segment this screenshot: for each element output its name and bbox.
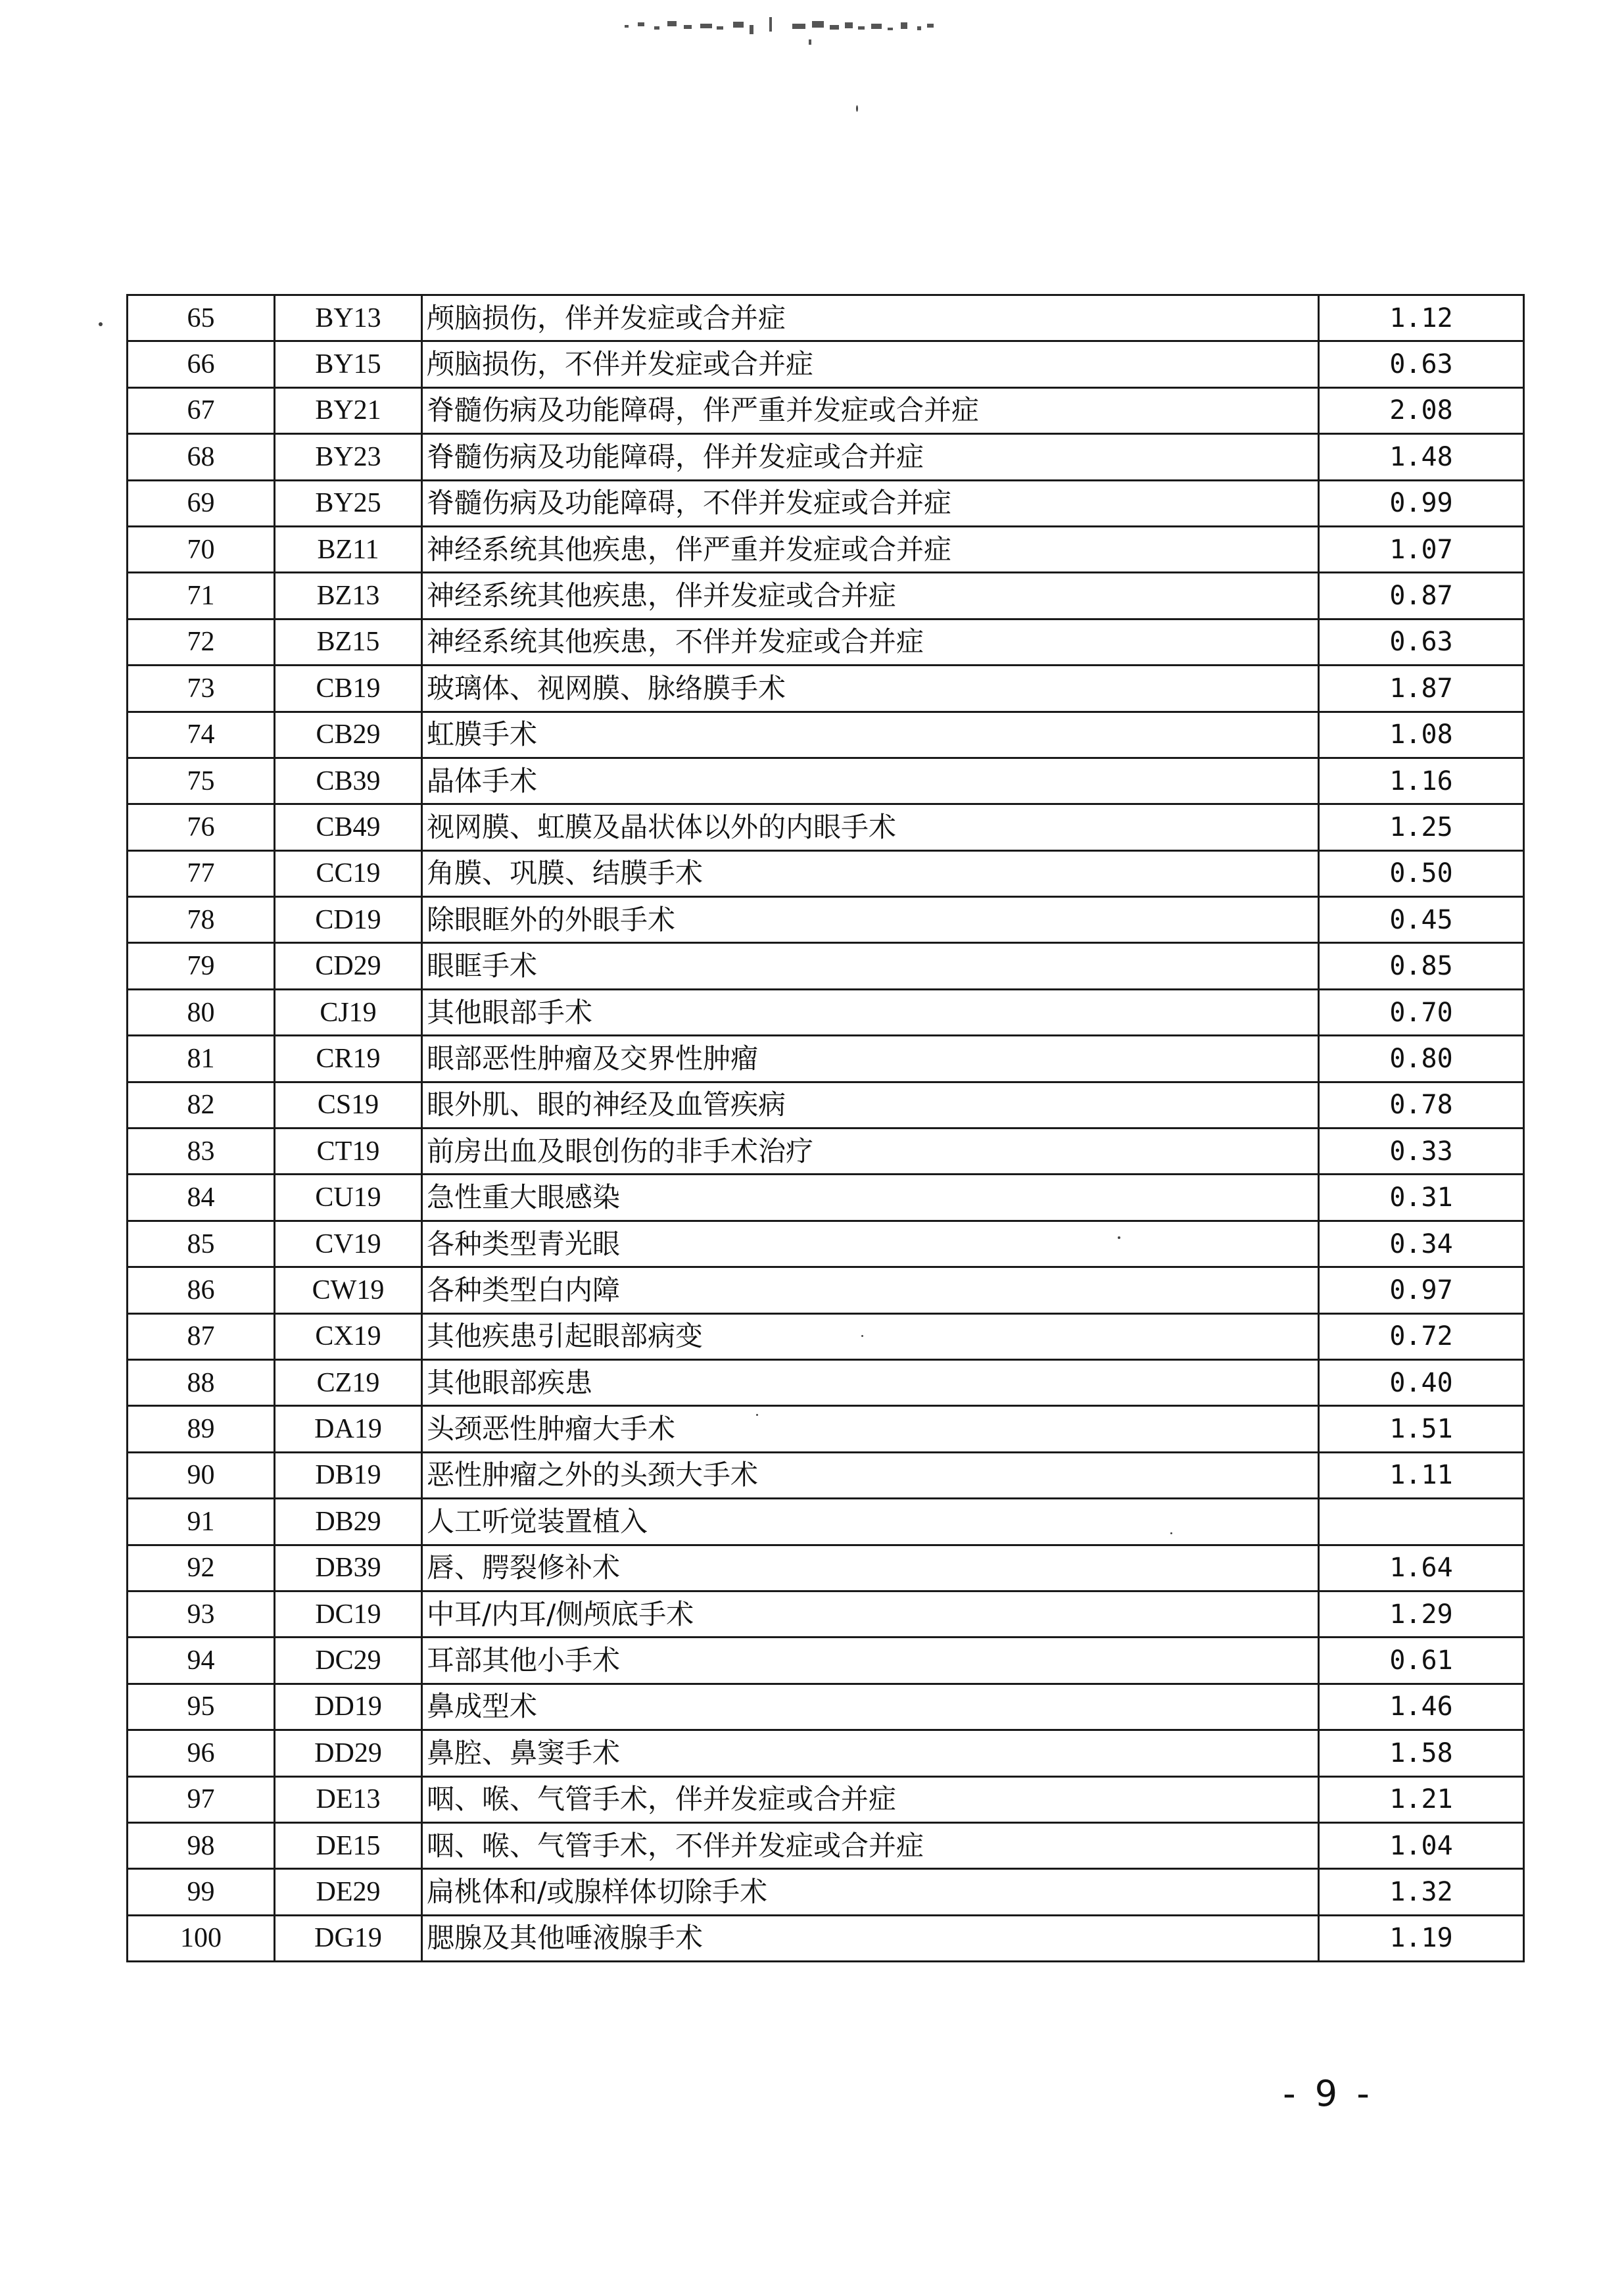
row-number-cell: 93: [128, 1591, 275, 1637]
weight-cell: 0.33: [1319, 1129, 1524, 1175]
drg-code-cell: CJ19: [275, 989, 422, 1035]
table-row: [128, 1730, 1524, 1776]
row-number-cell: 76: [128, 804, 275, 850]
weight-cell: 1.64: [1319, 1545, 1524, 1591]
scan-speck: [99, 322, 103, 326]
drg-name-cell: 眼外肌、眼的神经及血管疾病: [422, 1082, 1319, 1128]
drg-code-cell: DE15: [275, 1822, 422, 1868]
drg-code-cell: CD29: [275, 943, 422, 989]
weight-cell: 0.61: [1319, 1638, 1524, 1684]
row-number-cell: 81: [128, 1036, 275, 1082]
drg-name-cell: 脊髓伤病及功能障碍，伴严重并发症或合并症: [422, 387, 1319, 433]
row-number-cell: 96: [128, 1730, 275, 1776]
drg-code-cell: BZ13: [275, 573, 422, 619]
row-number-cell: 85: [128, 1221, 275, 1267]
drg-code-cell: DA19: [275, 1406, 422, 1452]
drg-code-cell: CB29: [275, 712, 422, 758]
table-row: [128, 758, 1524, 804]
weight-cell: 0.40: [1319, 1359, 1524, 1405]
table-row: [128, 387, 1524, 433]
drg-name-cell: 腮腺及其他唾液腺手术: [422, 1915, 1319, 1961]
drg-name-cell: 其他眼部手术: [422, 989, 1319, 1035]
row-number-cell: 77: [128, 850, 275, 896]
table-row: [128, 1822, 1524, 1868]
row-number-cell: 65: [128, 295, 275, 341]
weight-cell: 0.85: [1319, 943, 1524, 989]
drg-code-cell: CV19: [275, 1221, 422, 1267]
drg-name-cell: 各种类型白内障: [422, 1267, 1319, 1313]
drg-name-cell: 除眼眶外的外眼手术: [422, 897, 1319, 943]
weight-cell: 1.87: [1319, 666, 1524, 712]
row-number-cell: 88: [128, 1359, 275, 1405]
table-row: [128, 712, 1524, 758]
row-number-cell: 67: [128, 387, 275, 433]
table-body: [128, 295, 1524, 1962]
weight-cell: 0.70: [1319, 989, 1524, 1035]
drg-name-cell: 眼眶手术: [422, 943, 1319, 989]
drg-name-cell: 颅脑损伤，不伴并发症或合并症: [422, 341, 1319, 387]
drg-name-cell: 急性重大眼感染: [422, 1175, 1319, 1221]
weight-cell: 1.08: [1319, 712, 1524, 758]
row-number-cell: 72: [128, 619, 275, 665]
drg-name-cell: 扁桃体和/或腺样体切除手术: [422, 1869, 1319, 1915]
drg-name-cell: 神经系统其他疾患，不伴并发症或合并症: [422, 619, 1319, 665]
table-row: [128, 897, 1524, 943]
row-number-cell: 78: [128, 897, 275, 943]
table-row: [128, 1499, 1524, 1545]
table-row: [128, 1129, 1524, 1175]
drg-name-cell: 其他疾患引起眼部病变: [422, 1313, 1319, 1359]
row-number-cell: 79: [128, 943, 275, 989]
drg-name-cell: 角膜、巩膜、结膜手术: [422, 850, 1319, 896]
weight-cell: 0.63: [1319, 341, 1524, 387]
row-number-cell: 74: [128, 712, 275, 758]
weight-cell: 1.29: [1319, 1591, 1524, 1637]
drg-code-cell: CU19: [275, 1175, 422, 1221]
row-number-cell: 82: [128, 1082, 275, 1128]
drg-code-cell: CX19: [275, 1313, 422, 1359]
weight-cell: 1.58: [1319, 1730, 1524, 1776]
row-number-cell: 100: [128, 1915, 275, 1961]
drg-name-cell: 前房出血及眼创伤的非手术治疗: [422, 1129, 1319, 1175]
weight-cell: 0.99: [1319, 480, 1524, 526]
weight-cell: 1.32: [1319, 1869, 1524, 1915]
drg-code-cell: DC19: [275, 1591, 422, 1637]
drg-name-cell: 头颈恶性肿瘤大手术: [422, 1406, 1319, 1452]
drg-name-cell: 恶性肿瘤之外的头颈大手术: [422, 1452, 1319, 1498]
drg-name-cell: 中耳/内耳/侧颅底手术: [422, 1591, 1319, 1637]
drg-code-cell: DC29: [275, 1638, 422, 1684]
row-number-cell: 80: [128, 989, 275, 1035]
drg-code-cell: CZ19: [275, 1359, 422, 1405]
drg-name-cell: 脊髓伤病及功能障碍，伴并发症或合并症: [422, 434, 1319, 480]
row-number-cell: 92: [128, 1545, 275, 1591]
row-number-cell: 86: [128, 1267, 275, 1313]
drg-weight-table: [126, 294, 1525, 1962]
drg-code-cell: BY13: [275, 295, 422, 341]
drg-code-cell: DE29: [275, 1869, 422, 1915]
drg-code-cell: DE13: [275, 1776, 422, 1822]
drg-code-cell: BY25: [275, 480, 422, 526]
drg-code-cell: CB49: [275, 804, 422, 850]
weight-cell: 1.46: [1319, 1684, 1524, 1730]
weight-cell: 0.50: [1319, 850, 1524, 896]
table-row: [128, 1776, 1524, 1822]
row-number-cell: 70: [128, 526, 275, 572]
drg-name-cell: 晶体手术: [422, 758, 1319, 804]
table-row: [128, 1175, 1524, 1221]
row-number-cell: 98: [128, 1822, 275, 1868]
row-number-cell: 71: [128, 573, 275, 619]
drg-code-cell: DB19: [275, 1452, 422, 1498]
row-number-cell: 83: [128, 1129, 275, 1175]
table-row: [128, 619, 1524, 665]
row-number-cell: 99: [128, 1869, 275, 1915]
drg-code-cell: CR19: [275, 1036, 422, 1082]
scan-noise-smudge: [618, 12, 986, 51]
table-row: [128, 989, 1524, 1035]
drg-code-cell: DB39: [275, 1545, 422, 1591]
table-row: [128, 1359, 1524, 1405]
table-row: [128, 1082, 1524, 1128]
drg-name-cell: 神经系统其他疾患，伴并发症或合并症: [422, 573, 1319, 619]
row-number-cell: 95: [128, 1684, 275, 1730]
drg-name-cell: 咽、喉、气管手术，伴并发症或合并症: [422, 1776, 1319, 1822]
weight-cell: 0.72: [1319, 1313, 1524, 1359]
drg-code-cell: BY15: [275, 341, 422, 387]
table-row: [128, 1915, 1524, 1961]
row-number-cell: 84: [128, 1175, 275, 1221]
table-row: [128, 1638, 1524, 1684]
weight-cell: 0.87: [1319, 573, 1524, 619]
weight-cell: 1.04: [1319, 1822, 1524, 1868]
row-number-cell: 91: [128, 1499, 275, 1545]
row-number-cell: 68: [128, 434, 275, 480]
weight-cell: 0.78: [1319, 1082, 1524, 1128]
weight-cell: 1.16: [1319, 758, 1524, 804]
table-row: [128, 1545, 1524, 1591]
table-row: [128, 1869, 1524, 1915]
table-row: [128, 850, 1524, 896]
drg-name-cell: 玻璃体、视网膜、脉络膜手术: [422, 666, 1319, 712]
table-row: [128, 1452, 1524, 1498]
table-row: [128, 295, 1524, 341]
drg-name-cell: 耳部其他小手术: [422, 1638, 1319, 1684]
weight-cell: [1319, 1499, 1524, 1545]
drg-code-cell: CC19: [275, 850, 422, 896]
drg-code-cell: BY21: [275, 387, 422, 433]
table-row: [128, 666, 1524, 712]
weight-cell: 1.51: [1319, 1406, 1524, 1452]
drg-code-cell: CT19: [275, 1129, 422, 1175]
table-row: [128, 480, 1524, 526]
table-row: [128, 1313, 1524, 1359]
row-number-cell: 90: [128, 1452, 275, 1498]
weight-cell: 0.97: [1319, 1267, 1524, 1313]
weight-cell: 0.31: [1319, 1175, 1524, 1221]
row-number-cell: 97: [128, 1776, 275, 1822]
drg-name-cell: 虹膜手术: [422, 712, 1319, 758]
drg-weight-table-wrapper: [126, 294, 1523, 1962]
drg-code-cell: BZ15: [275, 619, 422, 665]
drg-code-cell: DD29: [275, 1730, 422, 1776]
row-number-cell: 89: [128, 1406, 275, 1452]
weight-cell: 1.48: [1319, 434, 1524, 480]
table-row: [128, 943, 1524, 989]
table-row: [128, 434, 1524, 480]
drg-code-cell: DB29: [275, 1499, 422, 1545]
weight-cell: 1.07: [1319, 526, 1524, 572]
weight-cell: 0.34: [1319, 1221, 1524, 1267]
page-number: - 9 -: [1283, 2073, 1373, 2114]
table-row: [128, 1036, 1524, 1082]
row-number-cell: 73: [128, 666, 275, 712]
table-row: [128, 1684, 1524, 1730]
scan-speck: [856, 105, 858, 112]
weight-cell: 2.08: [1319, 387, 1524, 433]
drg-code-cell: BZ11: [275, 526, 422, 572]
drg-name-cell: 视网膜、虹膜及晶状体以外的内眼手术: [422, 804, 1319, 850]
drg-name-cell: 颅脑损伤，伴并发症或合并症: [422, 295, 1319, 341]
drg-code-cell: CB39: [275, 758, 422, 804]
drg-name-cell: 各种类型青光眼: [422, 1221, 1319, 1267]
weight-cell: 0.80: [1319, 1036, 1524, 1082]
weight-cell: 1.12: [1319, 295, 1524, 341]
table-row: [128, 804, 1524, 850]
table-row: [128, 1591, 1524, 1637]
drg-name-cell: 神经系统其他疾患，伴严重并发症或合并症: [422, 526, 1319, 572]
weight-cell: 0.63: [1319, 619, 1524, 665]
drg-code-cell: CW19: [275, 1267, 422, 1313]
drg-name-cell: 鼻成型术: [422, 1684, 1319, 1730]
drg-code-cell: CD19: [275, 897, 422, 943]
table-row: [128, 526, 1524, 572]
table-row: [128, 1406, 1524, 1452]
drg-name-cell: 其他眼部疾患: [422, 1359, 1319, 1405]
row-number-cell: 69: [128, 480, 275, 526]
row-number-cell: 66: [128, 341, 275, 387]
table-row: [128, 1267, 1524, 1313]
row-number-cell: 94: [128, 1638, 275, 1684]
drg-code-cell: DD19: [275, 1684, 422, 1730]
row-number-cell: 75: [128, 758, 275, 804]
weight-cell: 1.25: [1319, 804, 1524, 850]
drg-name-cell: 唇、腭裂修补术: [422, 1545, 1319, 1591]
drg-name-cell: 眼部恶性肿瘤及交界性肿瘤: [422, 1036, 1319, 1082]
weight-cell: 1.21: [1319, 1776, 1524, 1822]
row-number-cell: 87: [128, 1313, 275, 1359]
table-row: [128, 341, 1524, 387]
table-row: [128, 573, 1524, 619]
drg-code-cell: DG19: [275, 1915, 422, 1961]
weight-cell: 1.19: [1319, 1915, 1524, 1961]
drg-name-cell: 人工听觉装置植入: [422, 1499, 1319, 1545]
weight-cell: 0.45: [1319, 897, 1524, 943]
drg-name-cell: 鼻腔、鼻窦手术: [422, 1730, 1319, 1776]
drg-code-cell: CS19: [275, 1082, 422, 1128]
weight-cell: 1.11: [1319, 1452, 1524, 1498]
drg-name-cell: 脊髓伤病及功能障碍，不伴并发症或合并症: [422, 480, 1319, 526]
table-row: [128, 1221, 1524, 1267]
drg-code-cell: CB19: [275, 666, 422, 712]
drg-name-cell: 咽、喉、气管手术，不伴并发症或合并症: [422, 1822, 1319, 1868]
drg-code-cell: BY23: [275, 434, 422, 480]
